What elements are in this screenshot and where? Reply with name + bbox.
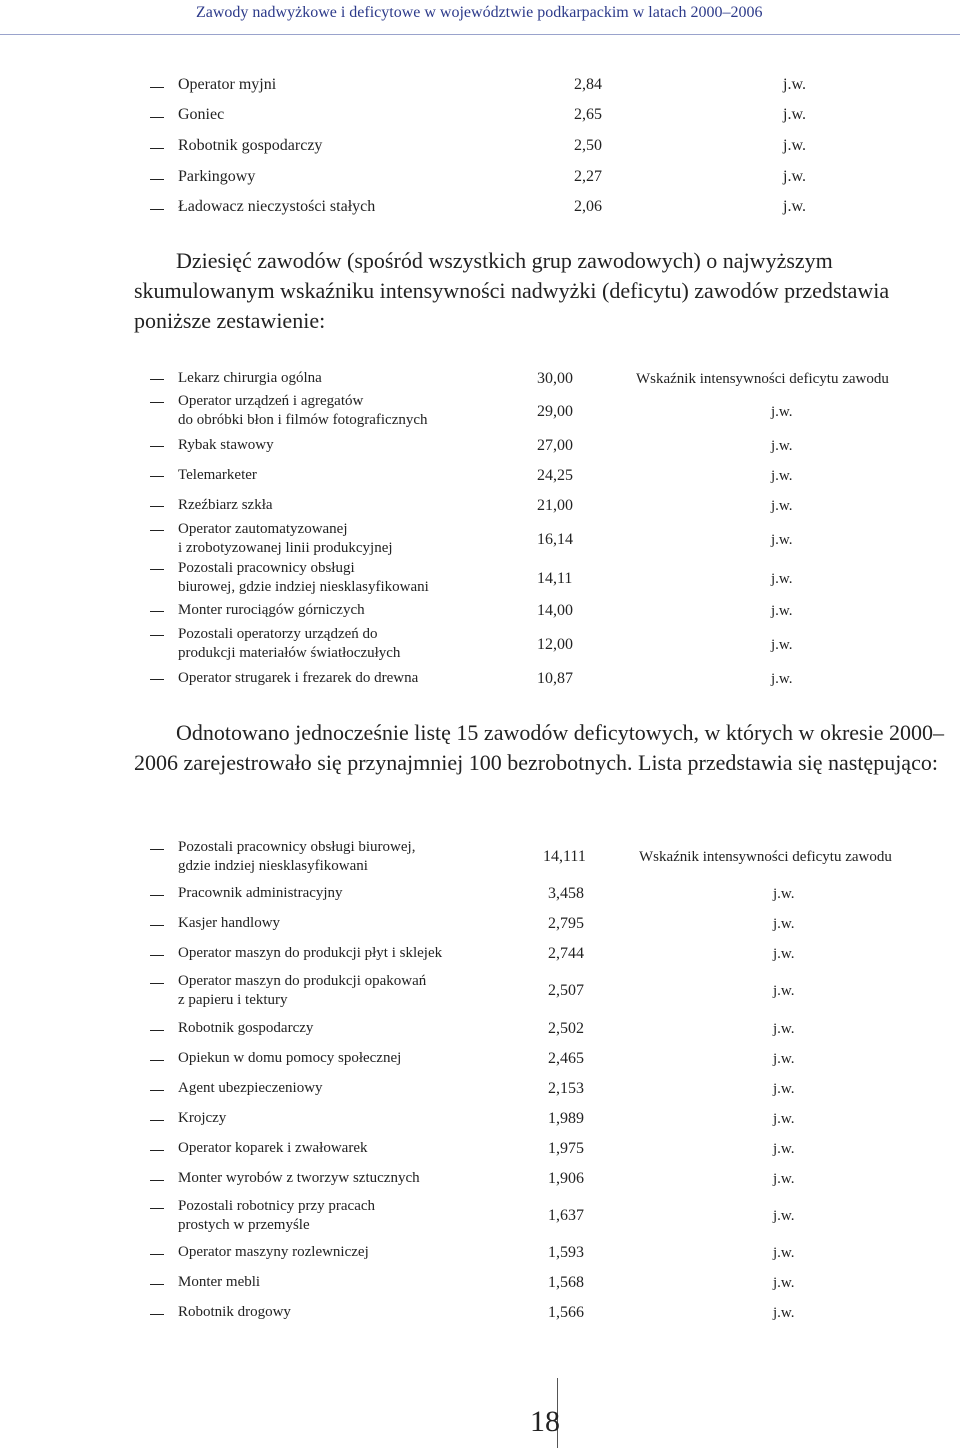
- list-item: [0, 106, 960, 130]
- item-value: 30,00: [537, 370, 573, 387]
- item-value: 29,00: [537, 403, 573, 420]
- item-name-line1: Telemarketer: [178, 467, 257, 483]
- list-item: [0, 560, 960, 600]
- item-value: 2,507: [548, 982, 584, 999]
- list-item: [0, 168, 960, 192]
- list-dash: [150, 1284, 164, 1285]
- item-value: 12,00: [537, 636, 573, 653]
- item-name-line2: biurowej, gdzie indziej niesklasyfikowani: [178, 579, 429, 595]
- item-name-line2: i zrobotyzowanej linii produkcyjnej: [178, 540, 393, 556]
- item-name-line1: Pozostali pracownicy obsługi: [178, 560, 355, 576]
- item-name-line1: Operator maszyny rozlewniczej: [178, 1244, 369, 1260]
- item-value: 2,27: [574, 168, 602, 185]
- item-unit: j.w.: [771, 571, 793, 587]
- item-name: Operator myjni: [178, 76, 277, 93]
- list-dash: [150, 1208, 164, 1209]
- item-unit: j.w.: [771, 498, 793, 514]
- item-value: 16,14: [537, 531, 573, 548]
- item-unit: Wskaźnik intensywności deficytu zawodu: [639, 849, 892, 865]
- item-value: 14,11: [537, 570, 573, 587]
- item-unit: j.w.: [773, 946, 795, 962]
- item-name-line2: prostych w przemyśle: [178, 1217, 310, 1233]
- header-rule: [0, 34, 960, 35]
- item-value: 2,795: [548, 915, 584, 932]
- list-item: [0, 1198, 960, 1238]
- list-item: [0, 137, 960, 161]
- list-dash: [150, 1030, 164, 1031]
- list-dash: [150, 1254, 164, 1255]
- item-name-line2: do obróbki błon i filmów fotograficznych: [178, 412, 428, 428]
- list-dash: [150, 117, 164, 118]
- item-name-line1: Pozostali operatorzy urządzeń do: [178, 626, 378, 642]
- item-name-line2: gdzie indziej niesklasyfikowani: [178, 858, 368, 874]
- list-dash: [150, 895, 164, 896]
- item-name: Goniec: [178, 106, 225, 123]
- list-item: [0, 1170, 960, 1192]
- list-dash: [150, 1120, 164, 1121]
- item-unit: j.w.: [773, 1051, 795, 1067]
- list-dash: [150, 530, 164, 531]
- item-unit: j.w.: [771, 603, 793, 619]
- item-unit: j.w.: [771, 637, 793, 653]
- list-item: [0, 76, 960, 100]
- item-value: 24,25: [537, 467, 573, 484]
- list-item: [0, 521, 960, 561]
- item-value: 27,00: [537, 437, 573, 454]
- item-name: Parkingowy: [178, 168, 256, 185]
- item-unit: j.w.: [771, 468, 793, 484]
- list-item: [0, 1274, 960, 1296]
- item-name-line1: Operator zautomatyzowanej: [178, 521, 348, 537]
- item-unit: j.w.: [773, 1111, 795, 1127]
- running-header-title: Zawody nadwyżkowe i deficytowe w województwie podkarpackim w latach 2000–2006: [196, 4, 763, 21]
- item-name-line1: Lekarz chirurgia ogólna: [178, 370, 322, 386]
- list-dash: [150, 955, 164, 956]
- item-name-line1: Rzeźbiarz szkła: [178, 497, 273, 513]
- item-value: 1,593: [548, 1244, 584, 1261]
- list-item: [0, 1050, 960, 1072]
- item-unit: j.w.: [773, 1141, 795, 1157]
- item-value: 2,502: [548, 1020, 584, 1037]
- item-unit: j.w.: [773, 1245, 795, 1261]
- item-unit: j.w.: [771, 532, 793, 548]
- item-name-line1: Monter wyrobów z tworzyw sztucznych: [178, 1170, 420, 1186]
- item-unit: j.w.: [771, 438, 793, 454]
- item-name-line2: z papieru i tektury: [178, 992, 288, 1008]
- item-name-line1: Monter mebli: [178, 1274, 261, 1290]
- list-item: [0, 370, 960, 392]
- item-name-line1: Robotnik gospodarczy: [178, 1020, 314, 1036]
- item-value: 2,84: [574, 76, 602, 93]
- item-value: 1,637: [548, 1207, 584, 1224]
- list-item: [0, 885, 960, 907]
- item-unit: j.w.: [771, 404, 793, 420]
- item-name-line1: Operator maszyn do produkcji płyt i sklejek: [178, 945, 443, 961]
- item-value: 1,568: [548, 1274, 584, 1291]
- item-name-line1: Opiekun w domu pomocy społecznej: [178, 1050, 402, 1066]
- item-name-line1: Operator koparek i zwałowarek: [178, 1140, 368, 1156]
- list-item: [0, 1244, 960, 1266]
- item-name-line1: Operator maszyn do produkcji opakowań: [178, 973, 427, 989]
- item-unit: j.w.: [773, 886, 795, 902]
- item-name-line1: Pozostali robotnicy przy pracach: [178, 1198, 376, 1214]
- item-unit: j.w.: [783, 106, 806, 123]
- item-value: 1,906: [548, 1170, 584, 1187]
- item-name-line1: Krojczy: [178, 1110, 227, 1126]
- list-dash: [150, 1060, 164, 1061]
- list-item: [0, 467, 960, 489]
- list-item: [0, 1080, 960, 1102]
- item-value: 1,566: [548, 1304, 584, 1321]
- list-dash: [150, 1090, 164, 1091]
- item-unit: j.w.: [771, 671, 793, 687]
- list-item: [0, 915, 960, 937]
- list-item: [0, 1110, 960, 1132]
- list-item: [0, 437, 960, 459]
- page-header: [0, 0, 960, 26]
- list-dash: [150, 476, 164, 477]
- item-unit: j.w.: [773, 916, 795, 932]
- item-name-line2: produkcji materiałów światłoczułych: [178, 645, 401, 661]
- list-item: [0, 497, 960, 519]
- item-value: 2,744: [548, 945, 584, 962]
- list-dash: [150, 925, 164, 926]
- intro-paragraph-top10: Dziesięć zawodów (spośród wszystkich grup zawodowych) o najwyższym skumulowanym wskaźniku intensywności nadwyżki (deficytu) zawodów przedstawia poniższe zestawienie:: [134, 248, 890, 333]
- item-value: 10,87: [537, 670, 573, 687]
- list-dash: [150, 611, 164, 612]
- item-name-line1: Rybak stawowy: [178, 437, 274, 453]
- item-unit: j.w.: [773, 983, 795, 999]
- list-dash: [150, 849, 164, 850]
- item-value: 3,458: [548, 885, 584, 902]
- item-name-line1: Agent ubezpieczeniowy: [178, 1080, 323, 1096]
- item-unit: Wskaźnik intensywności deficytu zawodu: [636, 371, 889, 387]
- list-dash: [150, 506, 164, 507]
- item-name-line1: Pracownik administracyjny: [178, 885, 343, 901]
- list-dash: [150, 983, 164, 984]
- list-dash: [150, 1180, 164, 1181]
- item-value: 2,465: [548, 1050, 584, 1067]
- item-value: 2,153: [548, 1080, 584, 1097]
- item-name-line1: Operator strugarek i frezarek do drewna: [178, 670, 419, 686]
- list-item: [0, 393, 960, 433]
- item-name-line1: Kasjer handlowy: [178, 915, 281, 931]
- item-unit: j.w.: [773, 1171, 795, 1187]
- list-item: [0, 839, 960, 879]
- item-value: 21,00: [537, 497, 573, 514]
- item-unit: j.w.: [773, 1305, 795, 1321]
- list-dash: [150, 1314, 164, 1315]
- item-unit: j.w.: [773, 1275, 795, 1291]
- list-item: [0, 198, 960, 222]
- list-dash: [150, 635, 164, 636]
- list-item: [0, 602, 960, 624]
- item-value: 2,50: [574, 137, 602, 154]
- item-value: 14,00: [537, 602, 573, 619]
- item-value: 2,06: [574, 198, 602, 215]
- list-item: [0, 1020, 960, 1042]
- list-dash: [150, 87, 164, 88]
- item-name-line1: Robotnik drogowy: [178, 1304, 291, 1320]
- list-dash: [150, 209, 164, 210]
- list-dash: [150, 679, 164, 680]
- list-dash: [150, 379, 164, 380]
- list-dash: [150, 148, 164, 149]
- list-dash: [150, 569, 164, 570]
- item-unit: j.w.: [783, 76, 806, 93]
- item-unit: j.w.: [773, 1081, 795, 1097]
- item-name: Ładowacz nieczystości stałych: [178, 198, 376, 215]
- item-unit: j.w.: [783, 137, 806, 154]
- list-item: [0, 945, 960, 967]
- item-unit: j.w.: [783, 198, 806, 215]
- item-value: 1,989: [548, 1110, 584, 1127]
- item-unit: j.w.: [773, 1208, 795, 1224]
- intro-paragraph-deficit15: Odnotowano jednocześnie listę 15 zawodów deficytowych, w których w okresie 2000–2006 zarejestrowało się przynajmniej 100 bezrobotnych. Lista przedstawia się następująco:: [134, 720, 944, 775]
- item-value: 1,975: [548, 1140, 584, 1157]
- list-dash: [150, 446, 164, 447]
- item-value: 14,111: [543, 848, 586, 865]
- list-dash: [150, 179, 164, 180]
- item-name-line1: Pozostali pracownicy obsługi biurowej,: [178, 839, 416, 855]
- page-number: 18: [530, 1405, 560, 1438]
- item-unit: j.w.: [783, 168, 806, 185]
- list-item: [0, 626, 960, 666]
- list-dash: [150, 1150, 164, 1151]
- list-item: [0, 1304, 960, 1326]
- item-name-line1: Monter rurociągów górniczych: [178, 602, 365, 618]
- item-unit: j.w.: [773, 1021, 795, 1037]
- item-name-line1: Operator urządzeń i agregatów: [178, 393, 364, 409]
- list-item: [0, 670, 960, 692]
- item-value: 2,65: [574, 106, 602, 123]
- item-name: Robotnik gospodarczy: [178, 137, 323, 154]
- list-item: [0, 973, 960, 1013]
- list-item: [0, 1140, 960, 1162]
- list-dash: [150, 402, 164, 403]
